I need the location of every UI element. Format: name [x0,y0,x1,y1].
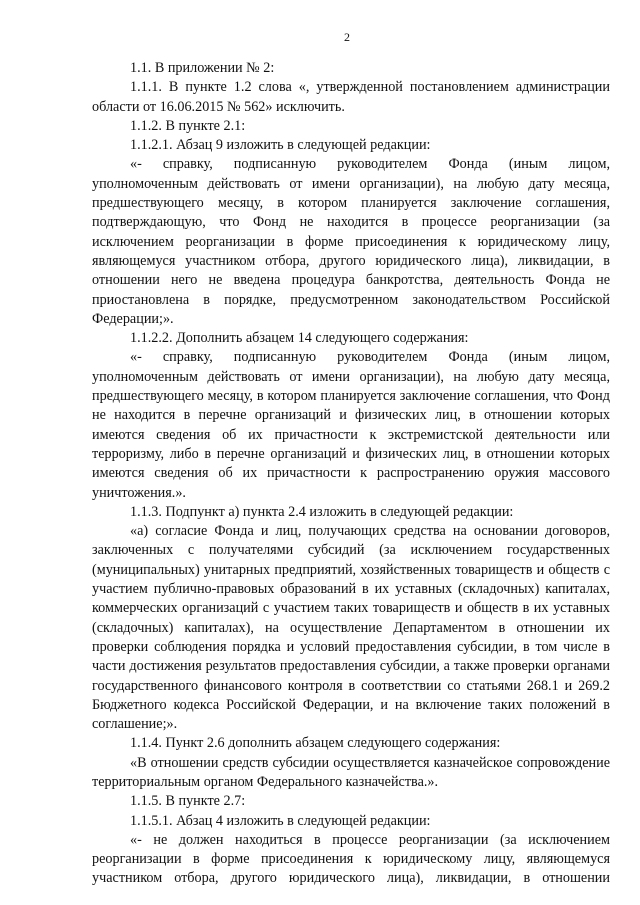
paragraph-1-1-2-2: 1.1.2.2. Дополнить абзацем 14 следующего содержания: [130,330,469,347]
paragraph-1-1-2-1: 1.1.2.1. Абзац 9 изложить в следующей редакции: [130,137,431,154]
paragraph-1-1-2: 1.1.2. В пункте 2.1: [130,117,246,134]
paragraph-quote-participant-requirement: «- не должен находиться в процессе реорганизации (за исключением реорганизации в форме присоединения к юридическому лицу, являющемуся участником отбора, другого юридического лица), ликвидации, в отношении [92,831,610,887]
paragraph-quote-extremism-certificate: «- справку, подписанную руководителем Фонда (иным лицом, уполномоченным действовать от имени организации), на любую дату месяца, предшествующего месяцу, в котором планируется заключение соглашения, что Фонд не находится в перечне организаций и физических лиц, в отношении которых имеются сведения об их причастности к экстремистской деятельности или терроризму, либо в перечне организаций и физических лиц, в отношении которых имеются сведения об их причастности к распространению оружия массового уничтожения.». [92,349,610,501]
page-number: 2 [344,30,350,44]
paragraph-quote-treasury-support: «В отношении средств субсидии осуществляется казначейское сопровождение территориальным органом Федерального казначейства.». [92,754,610,790]
paragraph-1-1-1: 1.1.1. В пункте 1.2 слова «, утвержденной постановлением администрации области от 16.06.2015 № 562» исключить. [92,79,610,115]
paragraph-1-1-4: 1.1.4. Пункт 2.6 дополнить абзацем следующего содержания: [130,735,501,752]
paragraph-1-1-5-1: 1.1.5.1. Абзац 4 изложить в следующей редакции: [130,812,431,829]
paragraph-quote-reorganization-certificate: «- справку, подписанную руководителем Фонда (иным лицом, уполномоченным действовать от имени организации), на любую дату месяца, предшествующего месяцу, в котором планируется заключение соглашения, подтверждающую, что Фонд не находится в процессе реорганизации (за исключением реорганизации в форме присоединения к юридическому лицу, являющемуся участником отбора, другого юридического лица), ликвидации, в отношении него не введена процедура банкротства, деятельность Фонда не приостановлена в порядке, предусмотренном законодательством Российской Федерации;». [92,156,610,327]
paragraph-1-1-5: 1.1.5. В пункте 2.7: [130,793,246,810]
paragraph-1-1: 1.1. В приложении № 2: [130,60,275,76]
paragraph-1-1-3: 1.1.3. Подпункт а) пункта 2.4 изложить в следующей редакции: [130,503,514,520]
paragraph-quote-subparagraph-a: «а) согласие Фонда и лиц, получающих средства на основании договоров, заключенных с получателями субсидий (за исключением государственных (муниципальных) унитарных предприятий, хозяйственных товариществ и обществ с участием публично-правовых образований в их уставных (складочных) капиталах, коммерческих организаций с участием таких товариществ и обществ в их уставных (складочных) капиталах), на осуществление Департаментом в отношении их проверки соблюдения порядка и условий предоставления субсидии, в том числе в части достижения результатов предоставления субсидии, а также проверки органами государственного финансового контроля в соответствии со статьями 268.1 и 269.2 Бюджетного кодекса Российской Федерации, и на включение таких положений в соглашение;». [92,523,610,733]
